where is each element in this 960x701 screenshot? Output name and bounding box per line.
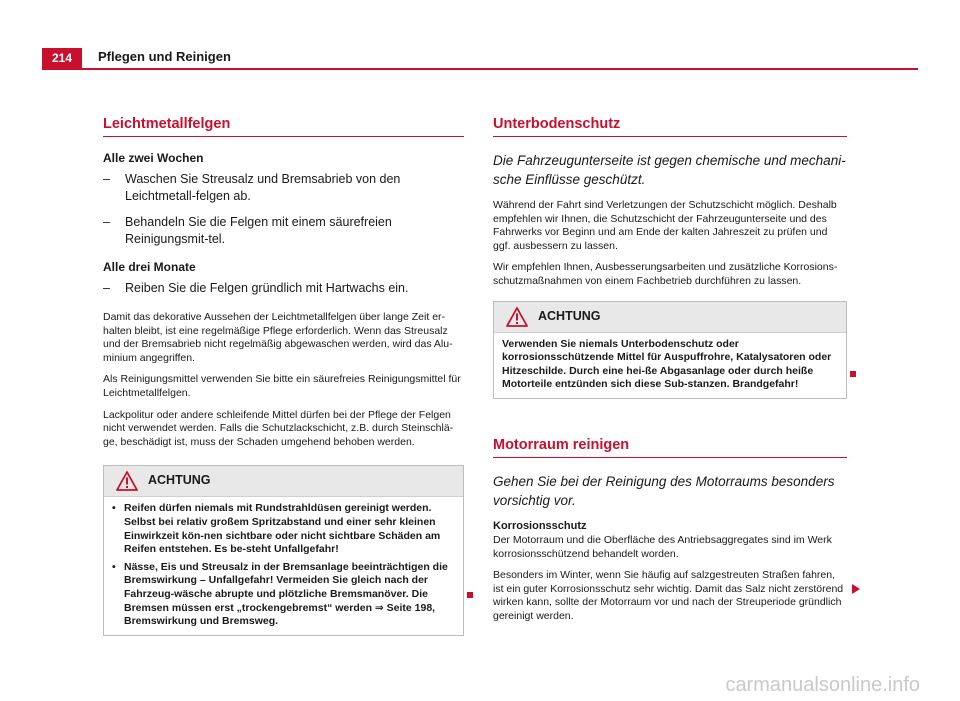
warning-title: ACHTUNG [538, 308, 601, 323]
warning-triangle-icon [116, 471, 138, 491]
warning-title: ACHTUNG [148, 473, 211, 488]
instruction-item: – Reiben Sie die Felgen gründlich mit Hartwachs ein. [103, 280, 464, 297]
warning-box [103, 465, 464, 635]
body-paragraph: Damit das dekorative Aussehen der Leichtmetallfelgen über lange Zeit er-halten bleibt, ist eine regelmäßige Pflege erforderlich. Wenn das Streusalz und der Bremsabrieb nicht regelmäßig abgewaschen werden, wird das Alu-minium angegriffen. [103, 311, 453, 364]
left-column [103, 116, 464, 636]
end-of-section-icon [467, 592, 473, 598]
body-paragraph: Wir empfehlen Ihnen, Ausbesserungsarbeiten und zusätzliche Korrosions-schutzmaßnahmen von einem Fachbetrieb durchführen zu lassen. [493, 261, 838, 287]
subheading-every-three-months: Alle drei Monate [103, 260, 196, 274]
body-paragraph: Lackpolitur oder andere schleifende Mittel dürfen bei der Pflege der Felgen nicht verwendet werden. Falls die Schutzlackschicht, z.B. durch Steinschlä-ge, beschädigt ist, muss der Schaden umgehend behoben werden. [103, 408, 454, 448]
warning-body [104, 497, 463, 634]
subheading-every-two-weeks: Alle zwei Wochen [103, 151, 204, 165]
instruction-item: – Waschen Sie Streusalz und Bremsabrieb von den Leichtmetall-felgen ab. [103, 171, 464, 205]
watermark: carmanualsonline.info [725, 674, 920, 696]
warning-header [104, 466, 463, 497]
warning-triangle-icon [506, 307, 528, 327]
running-title: Pflegen und Reinigen [98, 49, 231, 64]
right-column [493, 116, 847, 632]
subheading-korrosionsschutz: Korrosionsschutz [493, 519, 587, 532]
header-rule [42, 68, 918, 70]
end-of-section-icon [850, 371, 856, 377]
section-title-unterbodenschutz: Unterbodenschutz [493, 116, 847, 137]
continue-arrow-icon [852, 584, 860, 594]
warning-header [494, 302, 846, 333]
section-title-leichtmetallfelgen: Leichtmetallfelgen [103, 116, 464, 137]
warning-box [493, 301, 847, 399]
warning-body: Verwenden Sie niemals Unterbodenschutz oder korrosionsschützende Mittel für Auspuffrohre, Katalysatoren oder Hitzeschilde. Durch eine hei-ße Abgasanlage oder durch heiße Motorteile entzünden sich diese Sub-stanzen. Brandgefahr! [502, 337, 832, 391]
instruction-item: – Behandeln Sie die Felgen mit einem säurefreien Reinigungsmit-tel. [103, 214, 464, 248]
section-lead: Die Fahrzeugunterseite ist gegen chemische und mechani-sche Einflüsse geschützt. [493, 153, 846, 187]
section-lead: Gehen Sie bei der Reinigung des Motorraums besonders vorsichtig vor. [493, 473, 835, 508]
body-paragraph: Als Reinigungsmittel verwenden Sie bitte ein säurefreies Reinigungsmittel für Leichtmetallfelgen. [103, 373, 461, 399]
section-title-motorraum-reinigen: Motorraum reinigen [493, 437, 847, 458]
body-paragraph: Besonders im Winter, wenn Sie häufig auf salzgestreuten Straßen fahren, ist ein guter Korrosionsschutz sehr wichtig. Damit das Salz nicht zerstörend wirken kann, sollte der Motorraum vor und nach der Streuperiode gründlich gereinigt werden. [493, 569, 844, 622]
page-number: 214 [42, 48, 82, 68]
body-paragraph: Der Motorraum und die Oberfläche des Antriebsaggregates sind im Werk korrosionsschützend behandelt worden. [493, 533, 832, 560]
warning-bullet: • Reifen dürfen niemals mit Rundstrahldüsen gereinigt werden. Selbst bei relativ großem Spritzabstand und einer sehr kleinen Einwirkzeit kön-nen sichtbare oder nicht sichtbare Schäden am Reifen entstehen. Es be-steht Unfallgefahr! [112, 502, 455, 556]
warning-bullet: • Nässe, Eis und Streusalz in der Bremsanlage beeinträchtigen die Bremswirkung – Unfallgefahr! Vermeiden Sie gleich nach der Fahrzeug-wäsche abrupte und plötzliche Bremsmanöver. Die Bremsen müssen erst „trockengebremst“ werden ⇒ Seite 198, Bremswirkung und Bremsweg. [112, 561, 455, 629]
body-paragraph: Während der Fahrt sind Verletzungen der Schutzschicht möglich. Deshalb empfehlen wir Ihnen, die Schutzschicht der Fahrzeugunterseite und des Fahrwerks vor Beginn und am Ende der kalten Jahreszeit zu prüfen und ggf. ausbessern zu lassen. [493, 199, 837, 252]
